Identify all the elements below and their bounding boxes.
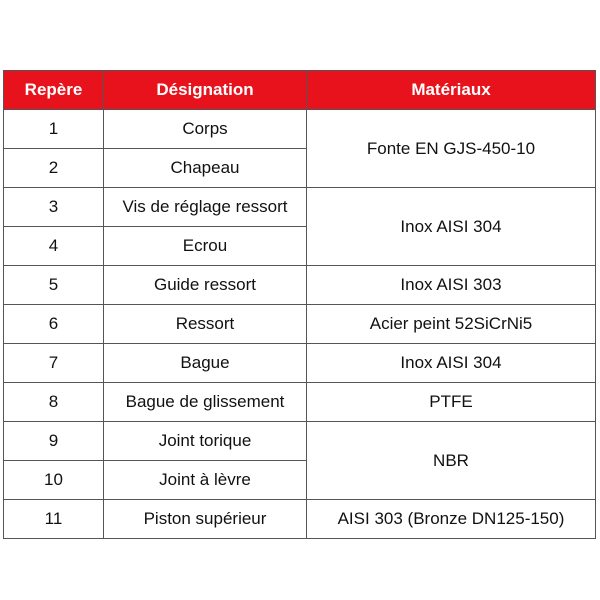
header-repere: Repère [4, 71, 104, 110]
cell-designation: Guide ressort [104, 266, 307, 305]
cell-repere: 2 [4, 149, 104, 188]
cell-repere: 5 [4, 266, 104, 305]
header-designation: Désignation [104, 71, 307, 110]
table-row [4, 266, 596, 305]
cell-repere: 7 [4, 344, 104, 383]
cell-materiau: Inox AISI 304 [307, 188, 596, 266]
cell-repere: 6 [4, 305, 104, 344]
cell-designation: Vis de réglage ressort [104, 188, 307, 227]
table-row [4, 422, 596, 461]
header-materiaux: Matériaux [307, 71, 596, 110]
cell-materiau: AISI 303 (Bronze DN125-150) [307, 500, 596, 539]
cell-repere: 1 [4, 110, 104, 149]
parts-table [3, 70, 596, 539]
table-row [4, 305, 596, 344]
cell-materiau: NBR [307, 422, 596, 500]
cell-repere: 3 [4, 188, 104, 227]
table-row [4, 110, 596, 149]
cell-materiau: Inox AISI 304 [307, 344, 596, 383]
cell-materiau: PTFE [307, 383, 596, 422]
table-header-row [4, 71, 596, 110]
cell-designation: Ressort [104, 305, 307, 344]
cell-designation: Piston supérieur [104, 500, 307, 539]
table-row [4, 383, 596, 422]
cell-materiau: Inox AISI 303 [307, 266, 596, 305]
cell-designation: Joint torique [104, 422, 307, 461]
cell-repere: 10 [4, 461, 104, 500]
cell-designation: Chapeau [104, 149, 307, 188]
table-row [4, 344, 596, 383]
cell-designation: Ecrou [104, 227, 307, 266]
cell-repere: 8 [4, 383, 104, 422]
cell-materiau: Fonte EN GJS-450-10 [307, 110, 596, 188]
table-row [4, 188, 596, 227]
cell-repere: 9 [4, 422, 104, 461]
cell-designation: Bague de glissement [104, 383, 307, 422]
cell-designation: Bague [104, 344, 307, 383]
cell-designation: Corps [104, 110, 307, 149]
cell-repere: 4 [4, 227, 104, 266]
cell-designation: Joint à lèvre [104, 461, 307, 500]
cell-materiau: Acier peint 52SiCrNi5 [307, 305, 596, 344]
cell-repere: 11 [4, 500, 104, 539]
table-row [4, 500, 596, 539]
